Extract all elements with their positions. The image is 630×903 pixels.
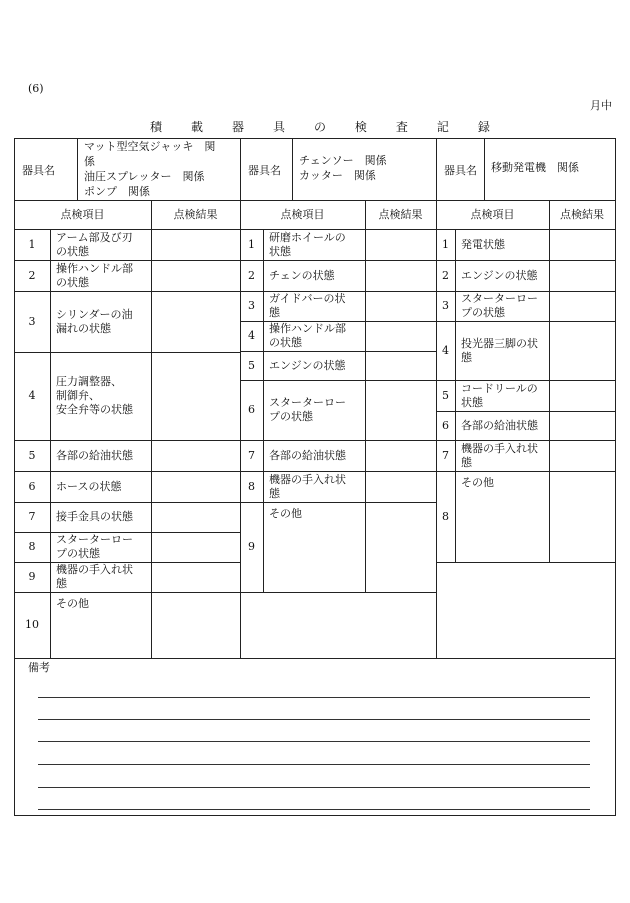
table-rule xyxy=(14,200,616,201)
item-label-line: 各部の給油状態 xyxy=(269,448,346,462)
table-rule xyxy=(14,291,240,292)
table-rule xyxy=(455,229,456,562)
item-number: 4 xyxy=(442,343,449,357)
item-number: 10 xyxy=(25,618,39,631)
item-label-line: 操作ハンドル部 xyxy=(269,322,346,335)
item-label-line: 機器の手入れ状 xyxy=(269,472,346,486)
item-label-line: アーム部及び刃 xyxy=(56,230,133,244)
item-label-line: 態 xyxy=(269,486,280,500)
item-label-line: スターターロー xyxy=(269,396,346,409)
table-rule xyxy=(77,138,78,200)
item-label-line: ホースの状態 xyxy=(56,479,122,493)
item-number: 5 xyxy=(442,388,449,402)
title-char: 記 xyxy=(436,120,449,134)
item-label-line: 態 xyxy=(461,455,472,469)
title-char: の xyxy=(313,120,326,134)
item-number: 6 xyxy=(28,479,36,493)
device-name-line: マット型空気ジャッキ 関 xyxy=(84,140,216,153)
table-rule xyxy=(14,502,240,503)
item-label-line: 投光器三脚の状 xyxy=(461,336,538,350)
header-item: 点検項目 xyxy=(60,208,105,221)
remarks-line xyxy=(38,787,590,788)
remarks-line xyxy=(38,764,590,765)
header-result: 点検結果 xyxy=(173,208,218,221)
device-name-line: 油圧スプレッター 関係 xyxy=(84,170,205,183)
title-char: 積 xyxy=(150,120,163,134)
table-rule xyxy=(436,411,615,412)
month-label: 月中 xyxy=(590,99,612,112)
table-rule xyxy=(14,815,616,816)
item-label-line: の状態 xyxy=(56,244,89,258)
item-label-line: プの状態 xyxy=(269,410,313,423)
table-rule xyxy=(240,260,436,261)
item-number: 9 xyxy=(28,570,36,583)
table-rule xyxy=(549,200,550,562)
item-number: 8 xyxy=(248,479,255,493)
item-label-line: 発電状態 xyxy=(461,237,505,251)
device-name-line: ポンプ 関係 xyxy=(84,185,150,198)
table-rule xyxy=(365,200,366,592)
remarks-line xyxy=(38,719,590,720)
item-label-line: 各部の給油状態 xyxy=(461,418,538,432)
item-number: 5 xyxy=(28,448,36,462)
table-rule xyxy=(436,321,615,322)
item-number: 8 xyxy=(28,540,36,553)
header-item: 点検項目 xyxy=(280,208,325,221)
item-number: 3 xyxy=(442,299,449,312)
item-label-line: 機器の手入れ状 xyxy=(461,441,538,455)
item-number: 7 xyxy=(248,448,255,462)
item-label-line: エンジンの状態 xyxy=(461,268,538,282)
item-label-line: 状態 xyxy=(461,395,483,409)
item-label-line: 態 xyxy=(461,350,472,364)
table-rule xyxy=(50,229,51,658)
item-number: 2 xyxy=(442,268,449,282)
table-rule xyxy=(240,440,436,441)
item-number: 5 xyxy=(248,358,255,372)
item-label-line: チェンの状態 xyxy=(269,268,335,282)
item-number: 3 xyxy=(248,299,255,312)
table-rule xyxy=(240,380,436,381)
item-label-line: の状態 xyxy=(269,336,302,349)
table-rule xyxy=(14,658,240,659)
header-result: 点検結果 xyxy=(560,208,604,221)
item-number: 9 xyxy=(248,540,255,553)
page-number: (6) xyxy=(28,82,44,95)
table-rule xyxy=(240,592,436,593)
title-char: 査 xyxy=(395,120,408,134)
table-rule xyxy=(263,229,264,592)
item-label-line: プの状態 xyxy=(56,547,100,560)
item-label-line: 制御弁、 xyxy=(56,389,100,402)
item-label-line: エンジンの状態 xyxy=(269,358,346,372)
item-number: 4 xyxy=(28,389,36,402)
table-rule xyxy=(436,562,615,563)
device-label: 器具名 xyxy=(248,164,281,177)
remarks-line xyxy=(38,741,590,742)
remarks-label: 備考 xyxy=(28,661,50,674)
table-rule xyxy=(240,351,436,352)
item-label-line: 漏れの状態 xyxy=(56,321,111,335)
item-label-line: 操作ハンドル部 xyxy=(56,261,133,275)
item-number: 2 xyxy=(248,268,255,282)
item-label-line: スターターロー xyxy=(56,533,133,546)
table-rule xyxy=(484,138,485,200)
title-char: 具 xyxy=(272,120,285,134)
item-label-line: その他 xyxy=(56,597,89,610)
item-label-line: 態 xyxy=(269,306,280,319)
item-number: 1 xyxy=(28,237,36,251)
item-number: 1 xyxy=(248,237,255,251)
table-rule xyxy=(151,200,152,658)
remarks-line xyxy=(38,809,590,810)
table-rule xyxy=(240,502,436,503)
item-label-line: その他 xyxy=(461,476,494,489)
title-char: 器 xyxy=(231,120,244,134)
item-label-line: 安全弁等の状態 xyxy=(56,403,133,416)
table-rule xyxy=(436,471,615,472)
item-number: 4 xyxy=(248,329,255,342)
remarks-line xyxy=(38,697,590,698)
item-label-line: 機器の手入れ状 xyxy=(56,563,133,576)
item-label-line: 各部の給油状態 xyxy=(56,448,133,462)
item-label-line: シリンダーの油 xyxy=(56,307,133,321)
item-label-line: ガイドバーの状 xyxy=(269,292,346,305)
item-number: 2 xyxy=(28,268,36,282)
table-rule xyxy=(14,440,240,441)
item-number: 6 xyxy=(442,418,449,432)
table-rule xyxy=(436,260,615,261)
device-name-line: 移動発電機 関係 xyxy=(491,161,579,174)
item-number: 8 xyxy=(442,509,449,523)
table-rule xyxy=(14,352,240,353)
device-name-line: カッター 関係 xyxy=(299,169,376,182)
item-label-line: 研磨ホイールの xyxy=(269,230,346,244)
item-label-line: その他 xyxy=(269,507,302,520)
item-label-line: 圧力調整器、 xyxy=(56,375,122,388)
header-result: 点検結果 xyxy=(378,208,423,221)
item-number: 7 xyxy=(442,448,449,462)
device-label: 器具名 xyxy=(444,164,477,177)
table-rule xyxy=(292,138,293,200)
header-item: 点検項目 xyxy=(470,208,515,221)
title-char: 検 xyxy=(354,120,367,134)
item-label-line: 状態 xyxy=(269,244,291,258)
document-title xyxy=(150,118,490,135)
title-char: 載 xyxy=(190,120,203,134)
item-label-line: プの状態 xyxy=(461,306,505,319)
device-label: 器具名 xyxy=(22,164,55,177)
item-number: 3 xyxy=(28,314,36,328)
item-label-line: 態 xyxy=(56,577,67,590)
item-number: 6 xyxy=(248,403,255,416)
device-name-line: 係 xyxy=(84,155,95,168)
table-rule xyxy=(615,138,616,815)
table-rule xyxy=(14,592,240,593)
item-label-line: スターターロー xyxy=(461,292,538,305)
item-number: 1 xyxy=(442,237,449,251)
title-char: 録 xyxy=(477,120,490,134)
table-rule xyxy=(14,138,616,139)
item-label-line: 接手金具の状態 xyxy=(56,510,133,523)
item-label-line: の状態 xyxy=(56,275,89,289)
table-rule xyxy=(14,471,240,472)
item-number: 7 xyxy=(28,510,36,523)
device-name-line: チェンソー 関係 xyxy=(299,154,387,167)
item-label-line: コードリールの xyxy=(461,381,538,395)
